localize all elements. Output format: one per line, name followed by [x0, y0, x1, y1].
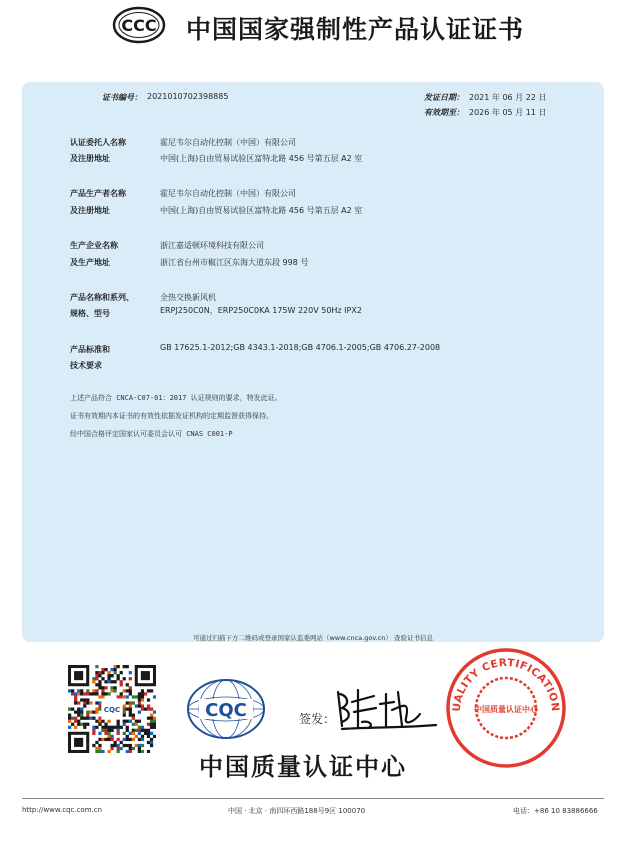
svg-text:CCC: CCC: [121, 16, 157, 35]
signature: [332, 682, 442, 732]
applicant-name: 霍尼韦尔自动化控制（中国）有限公司: [160, 138, 296, 147]
product-label: 产品名称和系列、: [70, 293, 134, 302]
sign-label: 签发：: [299, 712, 336, 726]
factory-name: 浙江嘉适顿环境科技有限公司: [160, 241, 264, 250]
factory-address: 浙江省台州市椒江区东海大道东段 998 号: [160, 258, 309, 267]
issue-date-value: 2021 年 06 月 22 日: [469, 93, 547, 102]
ccc-logo: [112, 6, 166, 44]
footer-address: 中国 · 北京 · 南四环西路188号9区 100070: [228, 807, 366, 815]
standard-label: 产品标准和: [70, 345, 110, 354]
svg-text:CQC: CQC: [205, 700, 247, 721]
footer-phone: 电话：+86 10 83886666: [513, 807, 598, 815]
manufacturer-address-label: 及注册地址: [70, 206, 110, 215]
manufacturer-address: 中国(上海)自由贸易试验区富特北路 456 号第五层 A2 室: [160, 206, 363, 215]
cert-no-label: 证书编号：: [102, 93, 142, 102]
product-name: 全热交换新风机: [160, 293, 216, 302]
applicant-address-label: 及注册地址: [70, 154, 110, 163]
issue-date-label: 发证日期：: [424, 93, 464, 102]
factory-label: 生产企业名称: [70, 241, 118, 250]
manufacturer-name: 霍尼韦尔自动化控制（中国）有限公司: [160, 189, 296, 198]
svg-text:CHINA QUALITY CERTIFICATION CE: UALITY CERTIFICATION: [450, 656, 562, 713]
manufacturer-label: 产品生产者名称: [70, 189, 126, 198]
expiry-date-label: 有效期至：: [424, 108, 464, 117]
certificate-body-panel: [22, 82, 604, 642]
standard-requirements-label: 技术要求: [70, 361, 102, 370]
cqc-logo: [186, 678, 266, 740]
svg-text:中国质量认证中心: 中国质量认证中心: [474, 705, 538, 714]
certificate-title: 中国国家强制性产品认证证书: [186, 15, 525, 44]
qr-code[interactable]: [68, 665, 156, 753]
factory-address-label: 及生产地址: [70, 258, 110, 267]
cert-no-value: 2021010702398885: [147, 92, 229, 101]
product-models: ERPJ250C0N，ERP250C0KA 175W 220V 50Hz IPX2: [160, 306, 362, 315]
official-seal: [442, 646, 570, 770]
applicant-address: 中国(上海)自由贸易试验区富特北路 456 号第五层 A2 室: [160, 154, 363, 163]
standards-value: GB 17625.1-2012;GB 4343.1-2018;GB 4706.1-2005;GB 4706.27-2008: [160, 343, 441, 352]
note-line: 经中国合格评定国家认可委员会认可 CNAS C001-P: [70, 430, 233, 438]
applicant-label: 认证委托人名称: [70, 138, 126, 147]
qr-center-logo: CQC: [103, 706, 121, 714]
expiry-date-value: 2026 年 05 月 11 日: [469, 108, 547, 117]
note-line: 证书有效期内本证书的有效性依据发证机构的定期监督获得保持。: [70, 412, 273, 420]
product-model-label: 规格、型号: [70, 309, 110, 318]
verify-instruction: 可通过扫描下方二维码或登录国家认监委网站（www.cnca.gov.cn） 查验证书信息: [192, 634, 433, 642]
issuing-authority-name: 中国质量认证中心: [199, 753, 407, 781]
footer-divider: [22, 798, 604, 799]
note-line: 上述产品符合 CNCA-C07-01：2017 认证规则的要求，特发此证。: [70, 394, 282, 402]
footer-website[interactable]: http://www.cqc.com.cn: [22, 806, 103, 814]
